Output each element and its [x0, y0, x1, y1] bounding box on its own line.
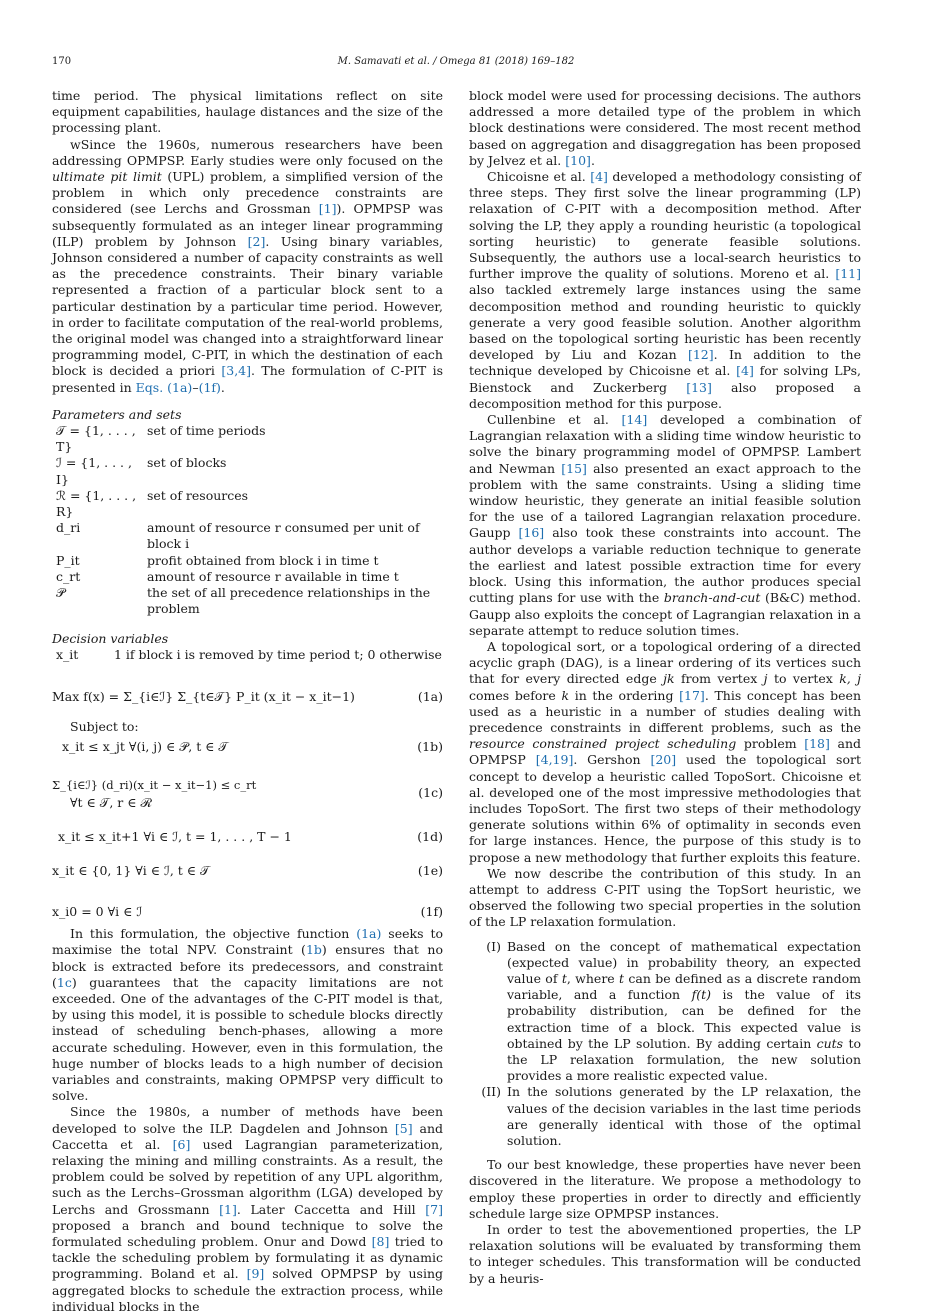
paragraph: Since the 1980s, a number of methods have been developed to solve the ILP. Dagdelen and Johnson [5] and Caccetta et al. [6] used Lagrangian parameterization, relaxing the mining and milling constraints. As a result, the problem could be solved by repetition of any UPL algorithm, such as the Lerchs–Grossman algorithm (LGA) developed by Lerchs and Grossmann [1]. Later Caccetta and Hill [7] proposed a branch and bound technique to solve the formulated scheduling problem. Onur and Dowd [8] tried to tackle the scheduling problem by formulating it as dynamic programming. Boland et al. [9] solved OPMPSP by using aggregated blocks to schedule the extraction process, while individual blocks in the [52, 1104, 444, 1314]
citation-link[interactable]: [16] [518, 525, 545, 541]
equation-1e: x_it ∈ {0, 1} ∀i ∈ ℐ, t ∈ 𝒯 (1e) [52, 863, 443, 879]
paragraph: wSince the 1960s, numerous researchers have been addressing OPMPSP. Early studies were only focused on the ultimate pit limit (UPL) problem, a simplified version of the problem in which only precedence constraints are considered (see Lerchs and Grossman [1]). OPMPSP was subsequently formulated as an integer linear programming (ILP) problem by Johnson [2]. Using binary variables, Johnson considered a number of capacity constraints as well as the precedence constraints. Their binary variable represented a fraction of a particular block sent to a particular destination by a particular time period. However, in order to facilitate computation of the real-world problems, the original model was changed into a straightforward linear programming model, C-PIT, in which the destination of each block is decided a priori [3,4]. The formulation of C-PIT is presented in Eqs. (1a)–(1f). [52, 136, 443, 395]
param-row: ℛ = {1, . . . , R} set of resources [56, 487, 249, 520]
param-row: c_rt amount of resource r available in time t [56, 568, 399, 584]
paragraph: Cullenbine et al. [14] developed a combination of Lagrangian relaxation with a sliding time window heuristic to solve the binary programming model of OPMPSP. Lambert and Newman [15] also presented an exact approach to the problem with the same constraints. Using a sliding time window heuristic, they generate an initial feasible solution for the use of a tailored Lagrangian relaxation procedure. Gaupp [16] also took these constraints into account. The author develops a variable reduction technique to generate the earliest and latest possible extraction time for every block. Using this information, the author produces special cutting plans for use with the branch-and-cut (B&C) method. Gaupp also exploits the concept of Lagrangian relaxation in a separate attempt to reduce solution times. [469, 412, 862, 638]
paragraph: time period. The physical limitations reflect on site equipment capabilities, haulage distances and the size of the processing plant. [52, 88, 443, 136]
paragraph: block model were used for processing decisions. The authors addressed a more detailed type of the problem in which block destinations were considered. The most recent method based on aggregation and disaggregation has been proposed by Jelvez et al. [10]. [469, 88, 861, 168]
citation-link[interactable]: [20] [650, 752, 677, 768]
parameters-table [52, 423, 443, 617]
list-item: (II) In the solutions generated by the LP relaxation, the values of the decision variables in the last time periods are generally identical with those of the optimal solution. [481, 1084, 861, 1148]
equation-link[interactable]: (1a) [356, 926, 382, 942]
running-head: M. Samavati et al. / Omega 81 (2018) 169–182 [337, 56, 575, 67]
citation-link[interactable]: [12] [687, 347, 714, 363]
page-header [52, 56, 860, 72]
equation-link[interactable]: 1b [305, 942, 322, 958]
citation-link[interactable]: [4] [736, 363, 754, 379]
citation-link[interactable]: [18] [804, 736, 830, 752]
citation-link[interactable]: [8] [371, 1233, 390, 1249]
param-row: d_ri amount of resource r consumed per unit of block i [56, 520, 420, 552]
citation-link[interactable]: [14] [621, 412, 648, 428]
citation-link[interactable]: [1] [318, 201, 337, 217]
paragraph: A topological sort, or a topological ordering of a directed acyclic graph (DAG), is a linear ordering of its vertices such that for every directed edge jk from vertex j to vertex k, j comes before k in the ordering [17]. This concept has been used as a heuristic in a number of studies dealing with precedence constraints in different problems, such as the resource constrained project scheduling problem [18] and OPMPSP [4,19]. Gershon [20] used the topological sort concept to develop a heuristic called TopoSort. Chicoisne et al. developed one of the most impressive methodologies that includes TopoSort. The first two steps of their methodology generate solutions within 6% of optimality in seconds even for large instances. Hence, the purpose of this study is to propose a new methodology that further exploits this feature. [469, 638, 862, 865]
paragraph: Chicoisne et al. [4] developed a methodology consisting of three steps. They first solve the linear programming (LP) relaxation of C-PIT with a decomposition method. After solving the LP, they apply a rounding heuristic (a topological sorting heuristic) to generate feasible solutions. Subsequently, the authors use a local-search heuristics to further improve the quality of solutions. Moreno et al. [11] also tackled extremely large instances using the same decomposition method and rounding heuristic to quickly generate a very good feasible solution. Another algorithm based on the topological sorting heuristic has been recently developed by Liu and Kozan [12]. In addition to the technique developed by Chicoisne et al. [4] for solving LPs, Bienstock and Zuckerberg [13] also proposed a decomposition method for this purpose. [469, 169, 862, 411]
page-number: 170 [52, 56, 72, 67]
citation-link[interactable]: [2] [247, 233, 266, 249]
citation-link[interactable]: [4] [590, 169, 608, 185]
left-column [52, 88, 443, 1315]
paragraph: To our best knowledge, these properties have never been discovered in the literature. We propose a methodology to employ these properties in order to directly and efficiently schedule large size OPMPSP instances. [469, 1157, 861, 1221]
citation-link[interactable]: [4,19] [535, 752, 574, 768]
equation-1c: Σ_{i∈ℐ} (d_ri)(x_it − x_it−1) ≤ c_rt ∀t ∈ 𝒯, r ∈ ℛ (1c) [52, 778, 443, 811]
equation-link[interactable]: (1f) [198, 379, 221, 395]
equation-link[interactable]: Eqs. (1a) [135, 379, 193, 395]
equation-1d: x_it ≤ x_it+1 ∀i ∈ ℐ, t = 1, . . . , T − 1 (1d) [58, 829, 443, 845]
citation-link[interactable]: [10] [565, 152, 591, 168]
equation-1f: x_i0 = 0 ∀i ∈ ℐ (1f) [52, 904, 443, 920]
paragraph: In order to test the abovementioned properties, the LP relaxation solutions will be evaluated by transforming them to integer schedules. This transformation will be conducted by a heuris- [469, 1222, 861, 1286]
list-item: (I) Based on the concept of mathematical expectation (expected value) in probability theory, an expected value of t, where t can be defined as a discrete random variable, and a function f(t) is the value of its probability distribution, can be defined for the extraction time of a block. This expected value is obtained by the LP solution. By adding certain cuts to the LP relaxation formulation, the new solution provides a more realistic expected value. [486, 938, 861, 1084]
decision-variables-heading: Decision variables [52, 630, 169, 646]
param-row: 𝒯 = {1, . . . , T} set of time periods [56, 423, 266, 455]
subject-to-label: Subject to: [70, 718, 139, 734]
citation-link[interactable]: [1] [219, 1201, 237, 1217]
param-row: 𝒫 the set of all precedence relationships in the problem [56, 585, 431, 617]
paragraph: In this formulation, the objective function (1a) seeks to maximise the total NPV. Constraint (1b) ensures that no block is extracted before its predecessors, and constraint (1c) guarantees that the capacity limitations are not exceeded. One of the advantages of the C-PIT model is that, by using this model, it is possible to schedule blocks directly instead of scheduling bench-phases, allowing a more accurate scheduling. However, even in this formulation, the huge number of blocks leads to a high number of decision variables and constraints, making OPMPSP very difficult to solve. [52, 926, 443, 1104]
parameters-heading: Parameters and sets [52, 406, 182, 422]
paragraph: We now describe the contribution of this study. In an attempt to address C-PIT using the TopSort heuristic, we observed the following two special properties in the solution of the LP relaxation formulation. [469, 865, 861, 930]
right-column [469, 88, 861, 1287]
citation-link[interactable]: [11] [835, 266, 861, 282]
equation-1a: Max f(x) = Σ_{i∈ℐ} Σ_{t∈𝒯} P_it (x_it − x_it−1) (1a) [52, 688, 443, 704]
equation-1b: x_it ≤ x_jt ∀(i, j) ∈ 𝒫, t ∈ 𝒯 (1b) [62, 739, 443, 755]
equation-link[interactable]: 1c [56, 974, 72, 990]
citation-link[interactable]: [17] [679, 687, 705, 703]
citation-link[interactable]: [7] [425, 1201, 443, 1217]
param-row: ℐ = {1, . . . , I} set of blocks [56, 455, 227, 487]
citation-link[interactable]: [5] [394, 1120, 413, 1136]
citation-link[interactable]: [3,4] [221, 363, 251, 379]
param-row: P_it profit obtained from block i in time t [56, 552, 379, 568]
citation-link[interactable]: [15] [561, 460, 587, 476]
decision-variable-row: x_it 1 if block i is removed by time period t; 0 otherwise [56, 646, 442, 662]
citation-link[interactable]: [13] [686, 379, 712, 395]
citation-link[interactable]: [6] [172, 1136, 191, 1152]
citation-link[interactable]: [9] [246, 1266, 265, 1282]
